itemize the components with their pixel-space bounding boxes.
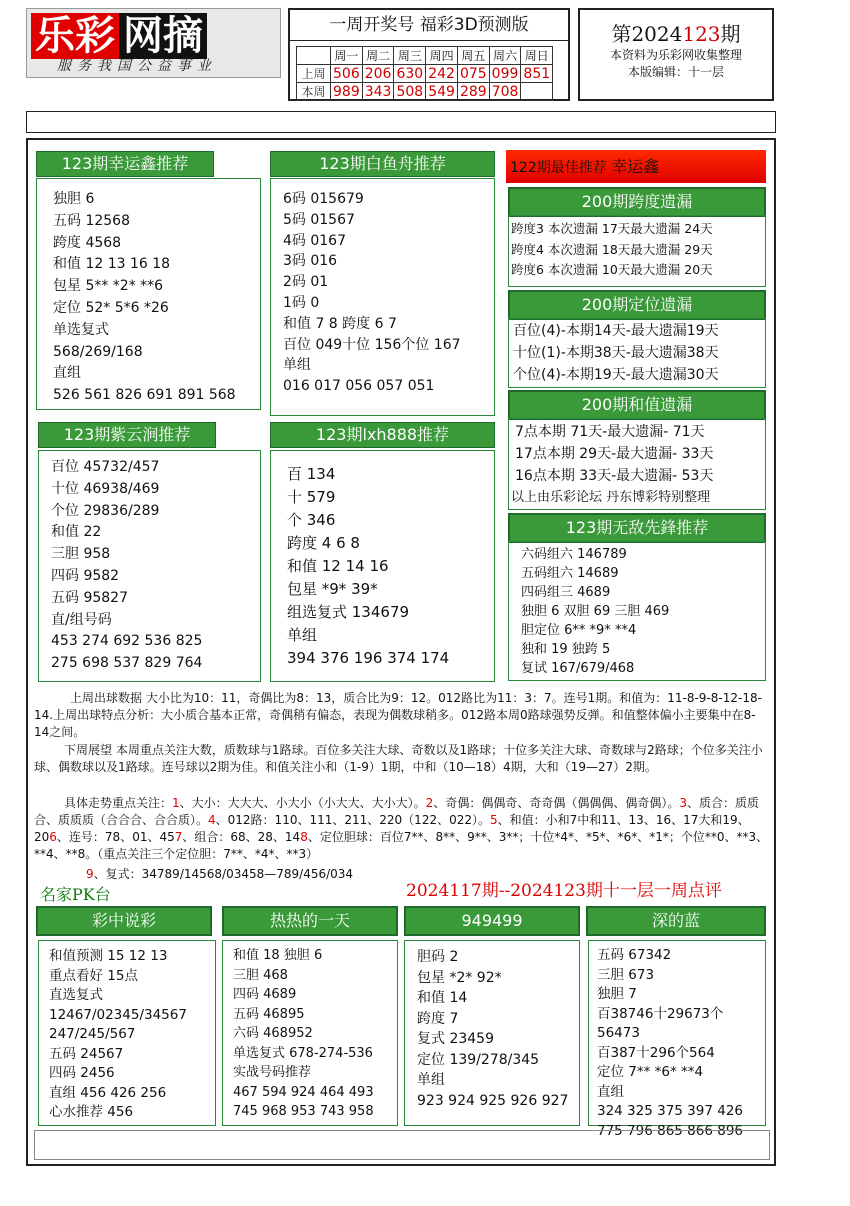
line: 四码 9582 <box>51 567 120 584</box>
line: 包星 *2* 92* <box>417 969 502 986</box>
line: 12467/02345/34567 <box>49 1006 187 1023</box>
line: 394 376 196 374 174 <box>287 649 450 667</box>
line: 4码 0167 <box>283 232 346 249</box>
line: 百位(4)-本期14天-最大遗漏19天 <box>513 323 719 339</box>
best-name: 幸运鑫 <box>611 157 660 176</box>
line: 独胆 6 <box>53 191 95 207</box>
box-title: 123期幸运鑫推荐 <box>36 151 214 177</box>
recommend-box-wudixianfeng <box>508 541 766 681</box>
draw-number: 075 <box>457 65 489 83</box>
line: 3码 016 <box>283 253 338 270</box>
line: 百位 049十位 156个位 167 <box>283 336 461 353</box>
line: 453 274 692 536 825 <box>51 633 203 650</box>
line: 单组 <box>283 357 311 374</box>
recommend-box-baiyuzhou <box>270 178 495 416</box>
line: 个 346 <box>287 511 336 529</box>
line: 247/245/567 <box>49 1026 136 1042</box>
line: 四码 2456 <box>49 1065 115 1081</box>
issue-num: 123 <box>682 22 721 46</box>
line: 三胆 673 <box>597 966 655 983</box>
draw-number: 630 <box>394 65 426 83</box>
last-week-analysis: 上周出球数据 大小比为10：11，奇偶比为8：13，质合比为9：12。012路比为11：3：7。连号1期。和值为：11-8-9-8-12-18-14.上周出球特点分析：大小质合基本正常，奇偶稍有偏态，表现为偶数球稍多。012路本周0路球强势反弹。和值整体偏小主要集中在8-14之间。 <box>34 691 762 739</box>
day: 周一 <box>331 47 363 65</box>
box-title: 123期lxh888推荐 <box>270 422 495 448</box>
num: 2 <box>425 796 434 810</box>
text: 具体走势重点关注： <box>64 796 173 810</box>
line: 324 325 375 397 426 <box>597 1103 744 1119</box>
line: 923 924 925 926 927 <box>417 1092 569 1109</box>
line: 单组 <box>417 1072 445 1088</box>
days-row <box>297 47 553 65</box>
line: 直选复式 <box>49 987 103 1003</box>
line: 个位 29836/289 <box>51 502 160 519</box>
column-949499 <box>404 940 580 1126</box>
line: 7点本期 71天-最大遗漏- 71天 <box>515 424 705 440</box>
text: 、质合：质质合、质质质（合合合、合合质）。 <box>34 796 759 827</box>
line: 三胆 958 <box>51 546 111 563</box>
day: 周日 <box>521 47 553 65</box>
day: 周六 <box>489 47 521 65</box>
box-title: 200期跨度遗漏 <box>508 187 766 217</box>
line: 重点看好 15点 <box>49 967 138 984</box>
weekly-results-table <box>296 46 553 101</box>
num: 3 <box>679 796 687 810</box>
text: 、定位胆球：百位7**、8**、9**、3**；十位*4*、*5*、*6*、*1*；个位**0、**3、**4、**8。（重点关注三个定位胆：7**、*4*、**3） <box>34 830 769 861</box>
sum-miss-box <box>508 418 766 510</box>
line: 275 698 537 829 764 <box>51 655 203 672</box>
line: 467 594 924 464 493 <box>233 1084 374 1100</box>
num: 6 <box>49 830 57 844</box>
line: 跨度 7 <box>417 1010 459 1027</box>
line: 五码组六 14689 <box>521 566 619 581</box>
blank-strip <box>26 111 776 133</box>
line: 和值 12 13 16 18 <box>53 256 171 273</box>
line: 六码组六 146789 <box>521 547 627 562</box>
line: 复试 167/679/468 <box>521 661 635 676</box>
line: 直/组号码 <box>51 611 112 628</box>
line: 016 017 056 057 051 <box>283 378 435 395</box>
line: 直组 456 426 256 <box>49 1084 167 1101</box>
draw-number <box>521 83 553 101</box>
line: 和值 18 独胆 6 <box>233 948 323 963</box>
draw-number: 851 <box>521 65 553 83</box>
text: 、和值：小和7中和11、13、16、17大和19、20 <box>34 813 750 844</box>
line: 跨度6 本次遗漏 10天最大遗漏 20天 <box>511 262 713 277</box>
line: 16点本期 33天-最大遗漏- 53天 <box>515 467 714 484</box>
line: 定位 7** *6* **4 <box>597 1064 704 1080</box>
logo-text-2: 网摘 <box>119 13 207 59</box>
line: 五码 95827 <box>51 589 128 606</box>
box-title: 949499 <box>404 906 580 936</box>
num: 4 <box>208 813 216 827</box>
num: 7 <box>174 830 183 844</box>
line: 百位 45732/457 <box>51 459 160 475</box>
footer-strip <box>34 1130 770 1160</box>
line: 个位(4)-本期19天-最大遗漏30天 <box>513 366 719 383</box>
line: 独和 19 独跨 5 <box>521 642 611 657</box>
line: 胆定位 6** *9* **4 <box>521 623 637 638</box>
line: 三胆 468 <box>233 967 288 983</box>
logo-slogan: 服务我国公益事业 <box>57 58 217 74</box>
box-title: 彩中说彩 <box>36 906 212 936</box>
line: 直组 <box>53 365 81 382</box>
line: 十 579 <box>287 488 336 506</box>
line: 独胆 6 双胆 69 三胆 469 <box>521 604 670 619</box>
row-label: 上周 <box>297 65 331 83</box>
line: 包星 5** *2* **6 <box>53 278 164 295</box>
issue-source: 本资料为乐彩网收集整理 <box>609 48 742 62</box>
position-miss-box <box>508 318 766 388</box>
issue-panel <box>578 8 774 101</box>
box-title: 热热的一天 <box>222 906 398 936</box>
draw-number: 242 <box>426 65 458 83</box>
text: 、奇偶：偶偶奇、奇奇偶（偶偶偶、偶奇偶）。 <box>433 796 680 810</box>
draw-number: 508 <box>394 83 426 101</box>
issue-editor: 本版编辑：十一层 <box>627 65 724 79</box>
num: 8 <box>300 830 308 844</box>
weekly-review-title: 2024117期--2024123期十一层一周点评 <box>406 881 722 901</box>
pk-title: 名家PK台 <box>40 885 111 904</box>
text: 、大小：大大大、小大小（小大大、大小大）。 <box>179 796 426 810</box>
line: 五码 46895 <box>233 1006 305 1022</box>
corner-cell <box>297 47 331 65</box>
line: 直组 <box>597 1083 624 1100</box>
box-title: 123期紫云涧推荐 <box>38 422 216 448</box>
line: 单选复式 678-274-536 <box>233 1045 373 1061</box>
line: 1码 0 <box>283 294 320 311</box>
text: 、连号：78、01、45 <box>56 830 175 844</box>
line: 四码 4689 <box>233 987 297 1002</box>
trend-focus <box>34 795 770 863</box>
box-title: 200期定位遗漏 <box>508 290 766 320</box>
line: 单选复式 <box>53 321 109 338</box>
line: 和值 22 <box>51 524 102 541</box>
logo-text-1: 乐彩 <box>31 13 119 59</box>
line: 跨度 4 6 8 <box>287 534 360 552</box>
issue-prefix: 第2024 <box>611 22 683 46</box>
line: 526 561 826 691 891 568 <box>53 387 236 404</box>
box-title: 123期白鱼舟推荐 <box>270 151 495 177</box>
line: 745 968 953 743 958 <box>233 1104 374 1119</box>
credit-note: 以上由乐彩论坛 丹东博彩特别整理 <box>511 490 711 506</box>
last-week-row <box>297 65 553 83</box>
line: 跨度4 本次遗漏 18天最大遗漏 29天 <box>511 241 713 257</box>
line: 十位(1)-本期38天-最大遗漏38天 <box>513 344 719 361</box>
line: 十位 46938/469 <box>51 480 160 497</box>
issue-suffix: 期 <box>720 22 741 46</box>
line: 775 796 865 866 896 <box>597 1122 744 1139</box>
draw-number: 989 <box>331 83 363 101</box>
line: 组选复式 134679 <box>287 603 410 621</box>
line: 六码 468952 <box>233 1026 313 1041</box>
line: 和值 14 <box>417 990 468 1006</box>
line: 胆码 2 <box>417 949 459 965</box>
line: 复式 23459 <box>417 1031 494 1047</box>
line: 百 134 <box>287 465 336 483</box>
line: 百387十296个564 <box>597 1044 715 1061</box>
span-miss-box <box>508 215 766 287</box>
logo <box>26 8 281 78</box>
draw-number: 289 <box>457 83 489 101</box>
line: 和值 7 8 跨度 6 7 <box>283 315 397 332</box>
column-shendelan <box>588 940 766 1139</box>
line: 包星 *9* 39* <box>287 580 378 598</box>
best-label: 122期最佳推荐 <box>510 160 607 176</box>
issue-number <box>580 18 772 47</box>
line: 单组 <box>287 626 318 644</box>
num: 1 <box>172 796 180 810</box>
column-rerededyitian <box>222 940 398 1126</box>
text: 、012路：110、111、211、220（122、022）。 <box>215 813 490 827</box>
line: 独胆 7 <box>597 986 637 1002</box>
line: 568/269/168 <box>53 343 143 360</box>
weekly-results-panel <box>288 8 570 101</box>
line: 实战号码推荐 <box>233 1065 312 1080</box>
text: 、复式：34789/14568/03458—789/456/034 <box>93 867 354 881</box>
recommend-box-lxh888 <box>270 450 495 682</box>
panel-title: 一周开奖号 福彩3D预测版 <box>290 10 568 41</box>
draw-number: 343 <box>362 83 394 101</box>
text: 、组合：68、28、14 <box>182 830 301 844</box>
draw-number: 549 <box>426 83 458 101</box>
draw-number: 206 <box>362 65 394 83</box>
line: 五码 67342 <box>597 947 672 963</box>
line: 2码 01 <box>283 274 329 291</box>
logo-brand <box>31 13 276 59</box>
line: 定位 52* 5*6 *26 <box>53 299 169 316</box>
line: 五码 24567 <box>49 1045 124 1062</box>
line: 5码 01567 <box>283 211 355 228</box>
line: 四码组三 4689 <box>521 585 611 600</box>
line: 和值预测 15 12 13 <box>49 948 168 964</box>
line: 定位 139/278/345 <box>417 1051 540 1068</box>
recommend-box-xingyunxin <box>36 178 261 410</box>
day: 周二 <box>362 47 394 65</box>
draw-number: 099 <box>489 65 521 83</box>
box-title: 200期和值遗漏 <box>508 390 766 420</box>
line: 百38746十29673个56473 <box>597 1005 724 1041</box>
next-week-outlook: 下周展望 本周重点关注大数，质数球与1路球。百位多关注大球、奇数以及1路球；十位多关注大球、奇数球与2路球；个位多关注小球、偶数球以及1路球。连号球以2期为佳。和值关注小和（1-9）1期，中和（10—18）4期，大和（19—27）2期。 <box>34 743 763 774</box>
row-label: 本周 <box>297 83 331 101</box>
line: 和值 12 14 16 <box>287 557 389 575</box>
num: 5 <box>490 813 498 827</box>
best-recommend-bar <box>506 150 766 183</box>
day: 周三 <box>394 47 426 65</box>
draw-number: 506 <box>331 65 363 83</box>
line: 跨度3 本次遗漏 17天最大遗漏 24天 <box>511 221 713 236</box>
day: 周五 <box>457 47 489 65</box>
this-week-row <box>297 83 553 101</box>
num: 9 <box>86 867 94 881</box>
line: 五码 12568 <box>53 212 130 229</box>
column-caizhongshuocai <box>38 940 216 1126</box>
draw-number: 708 <box>489 83 521 101</box>
box-title: 深的蓝 <box>586 906 766 936</box>
line: 17点本期 29天-最大遗漏- 33天 <box>515 445 714 462</box>
recommend-box-ziyunjian <box>38 450 261 682</box>
line: 心水推荐 456 <box>49 1104 134 1120</box>
line: 6码 015679 <box>283 191 364 207</box>
line: 跨度 4568 <box>53 234 122 251</box>
box-title: 123期无敌先鋒推荐 <box>508 513 766 543</box>
day: 周四 <box>426 47 458 65</box>
